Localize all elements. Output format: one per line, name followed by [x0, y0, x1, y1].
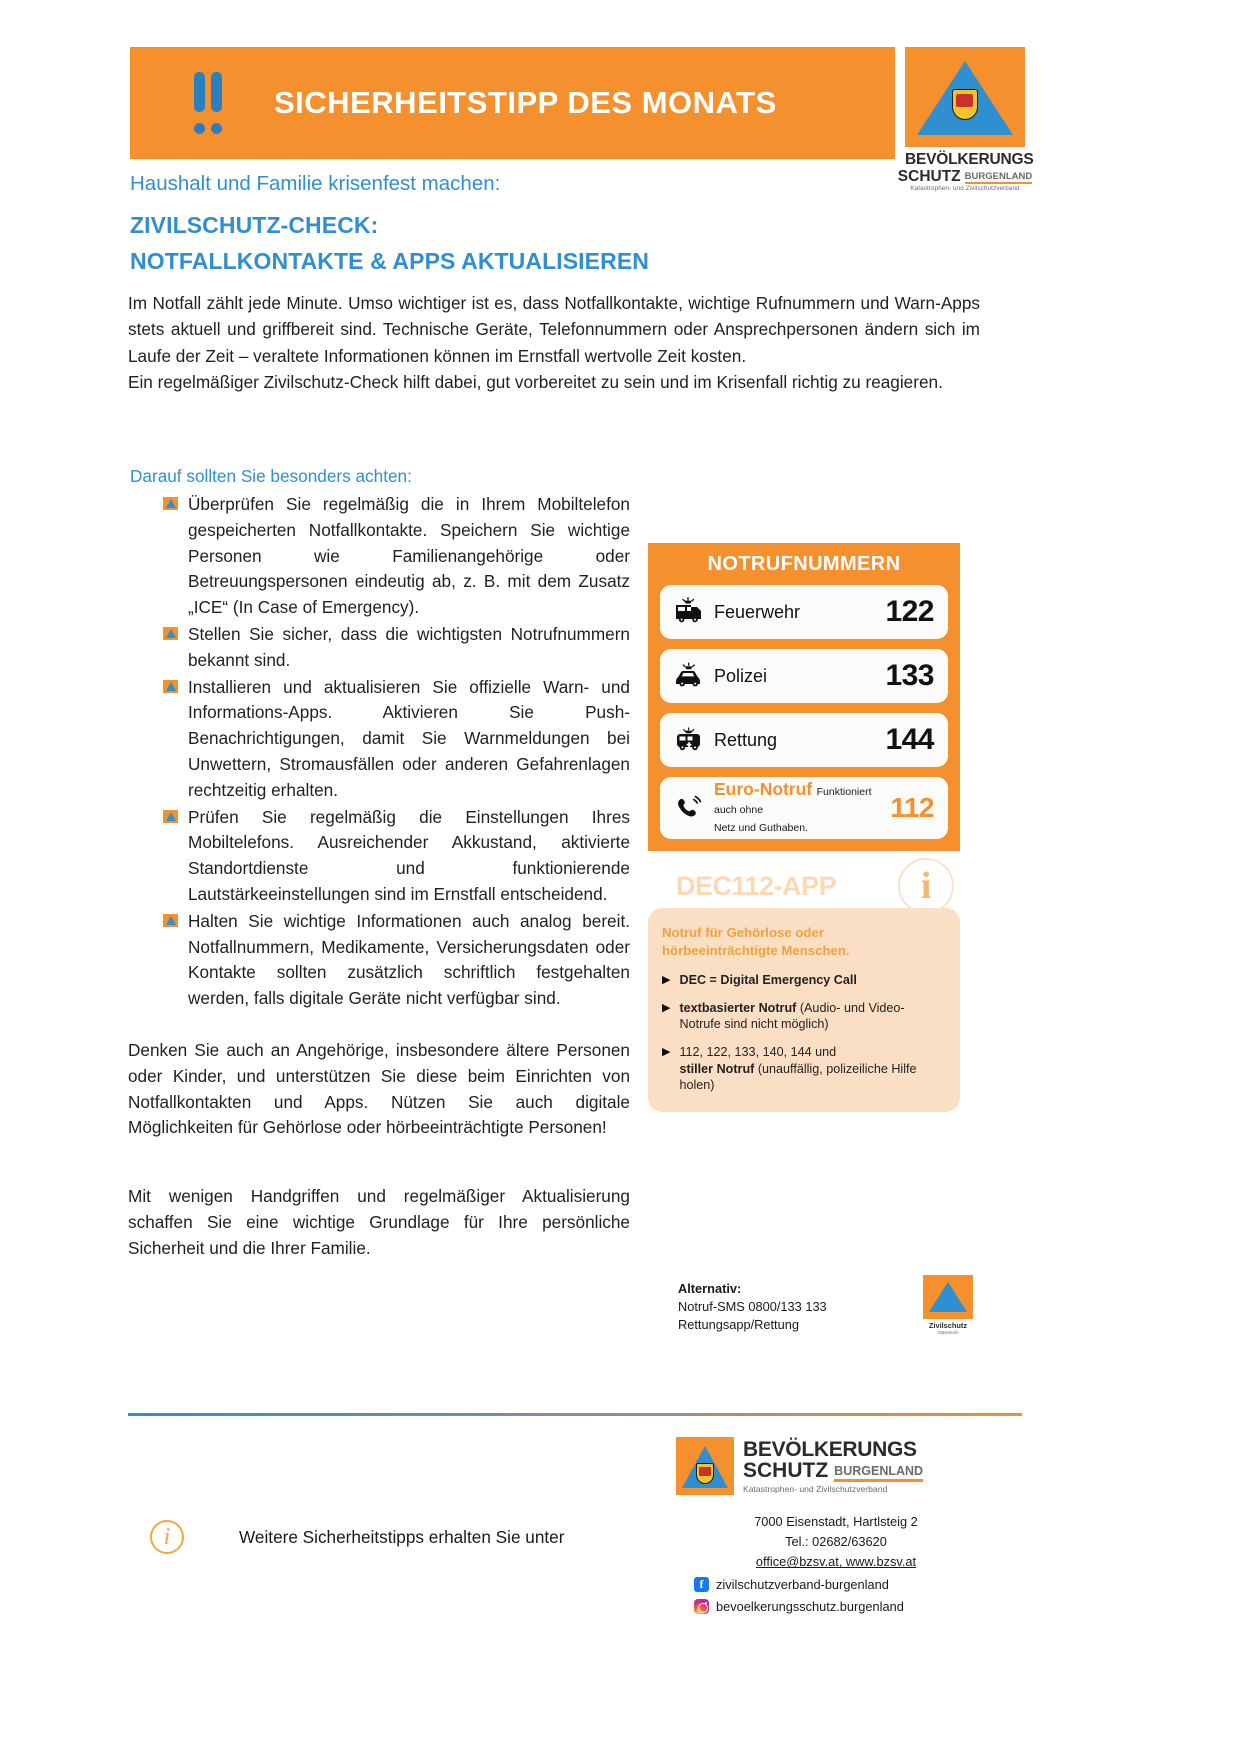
list-item [163, 492, 630, 621]
page-title-line2: NOTFALLKONTAKTE & APPS AKTUALISIEREN [130, 248, 649, 274]
zivilschutz-logo [917, 1275, 979, 1335]
header-banner [130, 47, 895, 159]
instagram-icon [694, 1599, 709, 1614]
list-item [163, 805, 630, 908]
dec112-item [662, 1000, 944, 1033]
closing-paragraph-2: Mit wenigen Handgriffen und regelmäßiger Aktualisierung schaffen Sie eine wichtige Grundlage für Ihre persönliche Sicherheit und die Ihrer Familie. [128, 1186, 630, 1258]
dec112-item-bold: stiller Notruf [679, 1061, 755, 1076]
page-title-line1: ZIVILSCHUTZ-CHECK: [130, 212, 379, 238]
dec112-body [648, 908, 960, 1112]
intro-text [128, 290, 980, 395]
logo-region: BURGENLAND [965, 172, 1033, 185]
intro-paragraph-2: Ein regelmäßiger Zivilschutz-Check hilft dabei, gut vorbereitet zu sein und im Krisenfall richtig zu reagieren. [128, 371, 943, 392]
alternative-block [678, 1280, 827, 1334]
emergency-number: 144 [885, 723, 934, 756]
bevoelkerungsschutz-emblem-icon [676, 1437, 734, 1495]
contact-phone: Tel.: 02682/63620 [785, 1534, 887, 1550]
emergency-number: 122 [885, 595, 934, 628]
footer-logo-line1: BEVÖLKERUNGS [743, 1438, 917, 1461]
emergency-numbers-box [648, 543, 960, 851]
facebook-icon: f [694, 1577, 709, 1592]
fire-truck-icon [672, 597, 706, 627]
emergency-label: Feuerwehr [714, 601, 801, 622]
facebook-link[interactable] [694, 1575, 996, 1595]
alternative-line1: Notruf-SMS 0800/133 133 [678, 1299, 827, 1315]
zivilschutz-caption: Zivilschutz [928, 1321, 968, 1330]
euro-notruf-number: 112 [890, 792, 934, 823]
zivilschutz-subcaption: Österreich [937, 1330, 959, 1335]
double-exclamation-icon [190, 72, 226, 134]
emergency-number: 133 [885, 659, 934, 692]
footer-logo-subtitle: Katastrophen- und Zivilschutzverband [743, 1483, 888, 1494]
dec112-item-bold: DEC = Digital Emergency Call [679, 973, 857, 988]
emergency-row-feuerwehr [660, 585, 948, 639]
emergency-numbers-title: NOTRUFNUMMERN [707, 553, 901, 575]
dec112-header [648, 860, 960, 912]
contact-email-web[interactable]: office@bzsv.at, www.bzsv.at [755, 1554, 917, 1570]
arrow-bullet-icon: ▶ [662, 1001, 671, 1014]
dec112-lead-line2: hörbeeinträchtigte Menschen. [662, 942, 850, 958]
list-item-text: Stellen Sie sicher, dass die wichtigsten Notrufnummern bekannt sind. [188, 623, 630, 670]
triangle-bullet-icon [163, 492, 178, 621]
header-logo-text [897, 151, 1034, 192]
more-tips-text: Weitere Sicherheitstipps erhalten Sie unter [239, 1526, 565, 1547]
phone-ring-icon [672, 793, 706, 823]
emergency-label: Rettung [714, 729, 778, 750]
list-item [163, 909, 630, 1012]
triangle-bullet-icon [163, 909, 178, 1012]
bevoelkerungsschutz-emblem-icon [905, 47, 1025, 147]
dec112-item-bold: textbasierter Notruf [679, 1000, 797, 1015]
logo-line2: SCHUTZ [897, 167, 961, 185]
alternative-line2: Rettungsapp/Rettung [678, 1317, 799, 1333]
bullet-list [163, 492, 630, 1013]
arrow-bullet-icon: ▶ [662, 1045, 671, 1058]
triangle-bullet-icon [163, 805, 178, 908]
emergency-row-euro-notruf [660, 777, 948, 839]
triangle-bullet-icon [163, 675, 178, 804]
closing-paragraph-1: Denken Sie auch an Angehörige, insbesondere ältere Personen oder Kinder, und unterstützen Sie diese beim Einrichten von Notfallkontakten und Apps. Nützen Sie auch digitale Möglichkeiten für Gehörlose oder hörbeeinträchtigte Personen! [128, 1040, 630, 1138]
facebook-handle: zivilschutzverband-burgenland [716, 1576, 889, 1592]
alternative-heading: Alternativ: [678, 1281, 742, 1296]
header-logo [897, 47, 1034, 192]
footer-logo-region: BURGENLAND [834, 1464, 923, 1482]
dec112-item-rest: (Audio- und Video-Notrufe sind nicht möglich) [679, 1000, 905, 1032]
list-item-text: Überprüfen Sie regelmäßig die in Ihrem Mobiltelefon gespeicherten Notfallkontakte. Speichern Sie wichtige Personen wie Familienangehörige oder Betreuungspersonen eindeutig ab, z. B. mit dem Zusatz „ICE“ (In Case of Emergency). [188, 494, 630, 618]
dec112-item-rest: (unauffällig, polizeiliche Hilfe holen) [679, 1061, 917, 1093]
emergency-label: Polizei [714, 665, 768, 686]
dec112-item [662, 1044, 944, 1094]
instagram-handle: bevoelkerungsschutz.burgenland [716, 1598, 904, 1614]
dec112-lead-line1: Notruf für Gehörlose oder [662, 925, 824, 940]
footer-divider [128, 1413, 1022, 1416]
burgenland-coat-of-arms-icon [696, 1463, 714, 1484]
emergency-row-polizei [660, 649, 948, 703]
euro-notruf-sub-line1: Funktioniert auch ohne [714, 786, 872, 816]
header-title: SICHERHEITSTIPP DES MONATS [274, 85, 777, 120]
arrow-bullet-icon: ▶ [662, 974, 671, 987]
more-tips-row [150, 1520, 564, 1554]
list-item-text: Halten Sie wichtige Informationen auch analog bereit. Notfallnummern, Medikamente, Versicherungsdaten oder Kontakte sollten zusätzlich schriftlich festgehalten werden, falls digitale Geräte nicht verfügbar sind. [188, 910, 630, 1009]
footer-logo-text [743, 1437, 923, 1494]
list-item-text: Prüfen Sie regelmäßig die Einstellungen Ihres Mobiltelefons. Ausreichender Akkustand, aktivierte Standortdienste und funktionierende Lautstärkeeinstellungen sind im Ernstfall entscheidend. [188, 806, 630, 904]
emergency-row-rettung [660, 713, 948, 767]
footer-logo [676, 1437, 923, 1495]
list-item [163, 675, 630, 804]
social-links [676, 1575, 996, 1617]
euro-notruf-label: Euro-Notruf [714, 779, 813, 799]
burgenland-coat-of-arms-icon [952, 89, 978, 120]
dec112-item-pre: 112, 122, 133, 140, 144 und [679, 1044, 837, 1059]
list-item [163, 622, 630, 674]
contact-address: 7000 Eisenstadt, Hartlsteig 2 [754, 1514, 918, 1529]
triangle-bullet-icon [163, 622, 178, 674]
intro-paragraph-1: Im Notfall zählt jede Minute. Umso wichtiger ist es, dass Notfallkontakte, wichtige Rufnummern und Warn-Apps stets aktuell und griffbereit sind. Technische Geräte, Telefonnummern oder Ansprechpersonen ändern sich im Laufe der Zeit – veraltete Informationen können im Ernstfall wertvolle Zeit kosten. [128, 293, 980, 366]
attention-heading: Darauf sollten Sie besonders achten: [130, 466, 412, 486]
list-item-text: Installieren und aktualisieren Sie offizielle Warn- und Informations-Apps. Aktivieren Sie Push-Benachrichtigungen, damit Sie Warnmeldungen bei Unwettern, Stromausfällen oder anderen Gefahrenlagen rechtzeitig erhalten. [188, 676, 630, 800]
logo-line1: BEVÖLKERUNGS [905, 151, 1034, 168]
zivilschutz-emblem-icon [923, 1275, 973, 1319]
instagram-link[interactable] [694, 1597, 996, 1617]
dec112-item [662, 972, 944, 989]
ambulance-icon [672, 725, 706, 755]
kicker-line: Haushalt und Familie krisenfest machen: [130, 172, 501, 195]
dec112-app-section [648, 860, 960, 1112]
info-icon: i [150, 1520, 184, 1554]
euro-notruf-sub-line2: Netz und Guthaben. [714, 822, 808, 834]
info-icon: i [898, 858, 954, 914]
dec112-lead [662, 924, 944, 959]
footer-logo-line2: SCHUTZ [743, 1459, 829, 1483]
footer-contact [676, 1512, 996, 1617]
logo-subtitle: Katastrophen- und Zivilschutzverband [910, 185, 1020, 192]
dec112-title: DEC112-APP [676, 870, 837, 901]
police-car-icon [672, 661, 706, 691]
